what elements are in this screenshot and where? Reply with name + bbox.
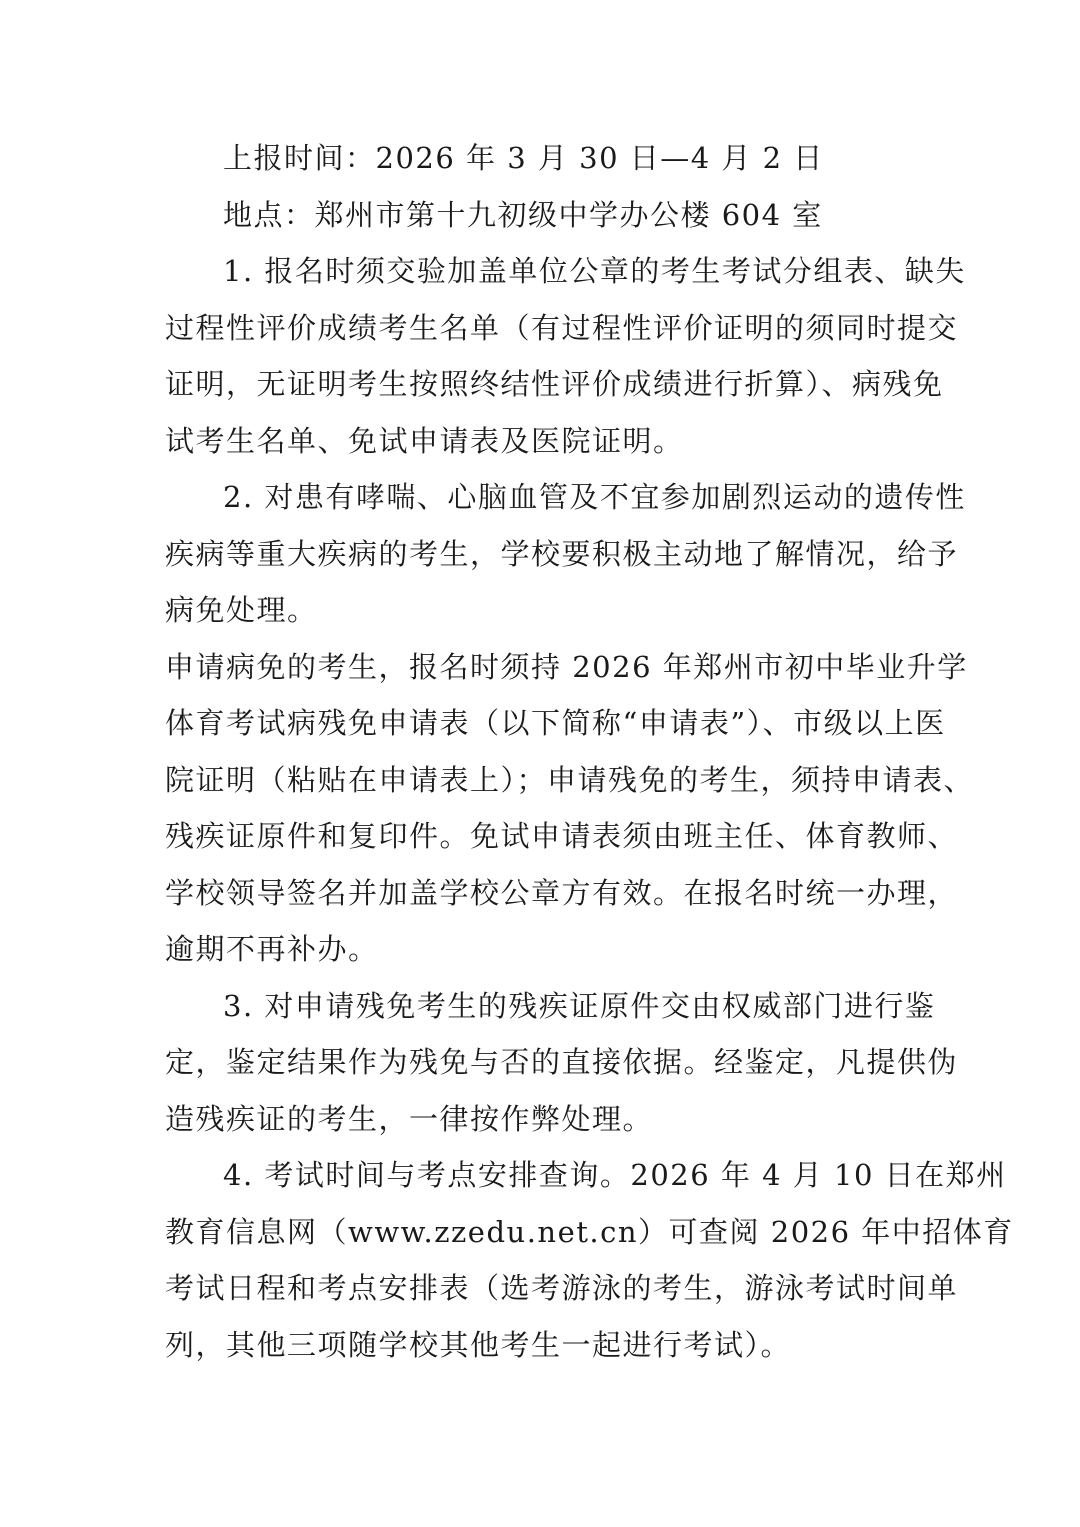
text-line: 疾病等重大疾病的考生，学校要积极主动地了解情况，给予	[165, 536, 959, 571]
text-line: 上报时间：2026 年 3 月 30 日—4 月 2 日	[223, 141, 824, 175]
text-line: 1. 报名时须交验加盖单位公章的考生考试分组表、缺失	[223, 254, 966, 288]
text-line: 考试日程和考点安排表（选考游泳的考生，游泳考试时间单	[165, 1271, 959, 1305]
text-line: 试考生名单、免试申请表及医院证明。	[165, 423, 684, 458]
text-line: 残疾证原件和复印件。免试申请表须由班主任、体育教师、	[165, 819, 959, 853]
paragraph-item-4	[165, 1147, 1014, 1373]
text-line: 造残疾证的考生，一律按作弊处理。	[165, 1101, 654, 1136]
text-line: 地点：郑州市第十九初级中学办公楼 604 室	[223, 197, 823, 232]
text-line: 体育考试病残免申请表（以下简称“申请表”）、市级以上医	[165, 706, 946, 740]
text-line: 院证明（粘贴在申请表上）；申请残免的考生，须持申请表、	[165, 762, 975, 797]
paragraph-exemption-application	[165, 639, 975, 978]
text-line: 证明，无证明考生按照终结性评价成绩进行折算）、病残免	[165, 367, 944, 401]
text-line: 4. 考试时间与考点安排查询。2026 年 4 月 10 日在郑州	[223, 1158, 1007, 1192]
paragraph-location	[165, 187, 917, 244]
text-line: 过程性评价成绩考生名单（有过程性评价证明的须同时提交	[165, 310, 959, 345]
paragraph-item-1	[165, 243, 966, 469]
text-line: 2. 对患有哮喘、心脑血管及不宜参加剧烈运动的遗传性	[223, 480, 966, 514]
text-line: 教育信息网（www.zzedu.net.cn）可查阅 2026 年中招体育	[165, 1214, 1014, 1249]
text-line: 学校领导签名并加盖学校公章方有效。在报名时统一办理，	[165, 875, 959, 910]
paragraph-item-3	[165, 978, 959, 1148]
text-line: 逾期不再补办。	[165, 932, 379, 966]
paragraph-item-2	[165, 469, 966, 639]
text-line: 3. 对申请残免考生的残疾证原件交由权威部门进行鉴	[223, 988, 936, 1023]
document-body	[165, 130, 1014, 1373]
text-line: 列，其他三项随学校其他考生一起进行考试）。	[165, 1327, 792, 1362]
text-line: 病免处理。	[165, 593, 318, 627]
text-line: 定，鉴定结果作为残免与否的直接依据。经鉴定，凡提供伪	[165, 1045, 959, 1079]
text-line: 申请病免的考生，报名时须持 2026 年郑州市初中毕业升学	[165, 649, 968, 684]
paragraph-report-time	[165, 130, 917, 187]
